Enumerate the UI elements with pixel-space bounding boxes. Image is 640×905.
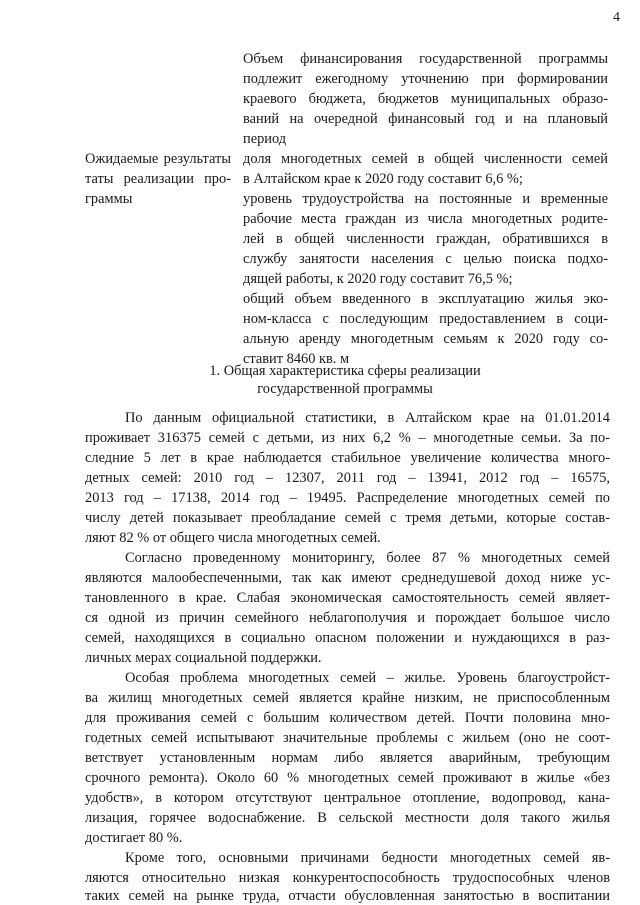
paragraph-line: По данным официальной статистики, в Алтайском крае на 01.01.2014: [125, 410, 610, 426]
funding-note-line: Объем финансирования государственной программы: [243, 51, 608, 67]
paragraph-line: ляются относительно низкая конкурентоспособность трудоспособных членов: [85, 870, 610, 886]
section-heading-line: 1. Общая характеристика сферы реализации: [209, 363, 481, 379]
paragraph-line: проживает 316375 семей с детьми, из них 6,2 % – многодетные семьи. За по-: [85, 430, 610, 446]
funding-note-line: ваний на очередной финансовый год и на плановый: [243, 111, 608, 127]
paragraph-line: удобств», в котором отсутствуют центральное отопление, водопровод, кана-: [85, 790, 610, 806]
paragraph-line: срочного ремонта). Около 60 % многодетных семей проживают в жилье «без: [85, 770, 610, 786]
expected-results-line: дящей работы, к 2020 году составит 76,5 %;: [243, 271, 513, 287]
expected-results-line: общий объем введенного в эксплуатацию жилья эко-: [243, 291, 608, 307]
paragraph-line: ся одной из причин семейного неблагополучия и порождает большое число: [85, 610, 610, 626]
expected-results-label-line: Ожидаемые результаты: [85, 151, 231, 167]
funding-note-line: краевого бюджета, бюджетов муниципальных образо-: [243, 91, 608, 107]
paragraph-line: достигает 80 %.: [85, 830, 183, 846]
paragraph-line: годетных семей испытывают значительные проблемы с жильем (оно не соот-: [85, 730, 610, 746]
paragraph-line: личных мерах социальной поддержки.: [85, 650, 322, 666]
expected-results-line: ном-класса с последующим предоставлением в соци-: [243, 311, 608, 327]
funding-note-line: подлежит ежегодному уточнению при формировании: [243, 71, 608, 87]
paragraph-line: ва жилищ многодетных семей является крайне низким, не приспособленным: [85, 690, 610, 706]
page-number: 4: [613, 10, 620, 25]
expected-results-line: рабочие места граждан из числа многодетных родите-: [243, 211, 608, 227]
paragraph-line: ветствует установленным нормам либо является аварийным, требующим: [85, 750, 610, 766]
expected-results-line: уровень трудоустройства на постоянные и временные: [243, 191, 608, 207]
funding-note-line: период: [243, 131, 287, 147]
expected-results-line: альную аренду многодетным семьям к 2020 году со-: [243, 331, 608, 347]
paragraph-line: Кроме того, основными причинами бедности многодетных семей яв-: [125, 850, 610, 866]
paragraph-line: для проживания семей с большим количеством детей. Почти половина мно-: [85, 710, 610, 726]
paragraph-line: тановленного в крае. Слабая экономическая самостоятельность семей являет-: [85, 590, 610, 606]
paragraph-line: семей, находящихся в социально опасном положении и нуждающихся в раз-: [85, 630, 610, 646]
paragraph-line: следние 5 лет в крае наблюдается стабильное увеличение количества много-: [85, 450, 610, 466]
expected-results-line: ставит 8460 кв. м: [243, 351, 350, 367]
paragraph-line: таких семей на рынке труда, отчасти обусловленная занятостью в воспитании: [85, 888, 610, 904]
expected-results-line: службу занятости населения с целью поиска подхо-: [243, 251, 608, 267]
paragraph-line: Особая проблема многодетных семей – жилье. Уровень благоустройст-: [125, 670, 610, 686]
paragraph-line: детных семей: 2010 год – 12307, 2011 год – 13941, 2012 год – 16575,: [85, 470, 610, 486]
expected-results-label-line: таты реализации про-: [85, 171, 231, 187]
expected-results-line: лей в общей численности граждан, обратившихся в: [243, 231, 608, 247]
expected-results-line: доля многодетных семей в общей численности семей: [243, 151, 608, 167]
section-heading-line: государственной программы: [257, 381, 433, 397]
paragraph-line: 2013 год – 17138, 2014 год – 19495. Распределение многодетных семей по: [85, 490, 610, 506]
paragraph-line: ляют 82 % от общего числа многодетных семей.: [85, 530, 381, 546]
expected-results-label-line: граммы: [85, 191, 133, 207]
paragraph-line: являются малообеспеченными, так как имеют среднедушевой доход ниже ус-: [85, 570, 610, 586]
paragraph-line: лизация, горячее водоснабжение. В сельской местности доля такого жилья: [85, 810, 610, 826]
paragraph-line: числу детей показывает преобладание семей с тремя детьми, которые состав-: [85, 510, 610, 526]
paragraph-line: Согласно проведенному мониторингу, более 87 % многодетных семей: [125, 550, 610, 566]
expected-results-line: в Алтайском крае к 2020 году составит 6,6 %;: [243, 171, 523, 187]
